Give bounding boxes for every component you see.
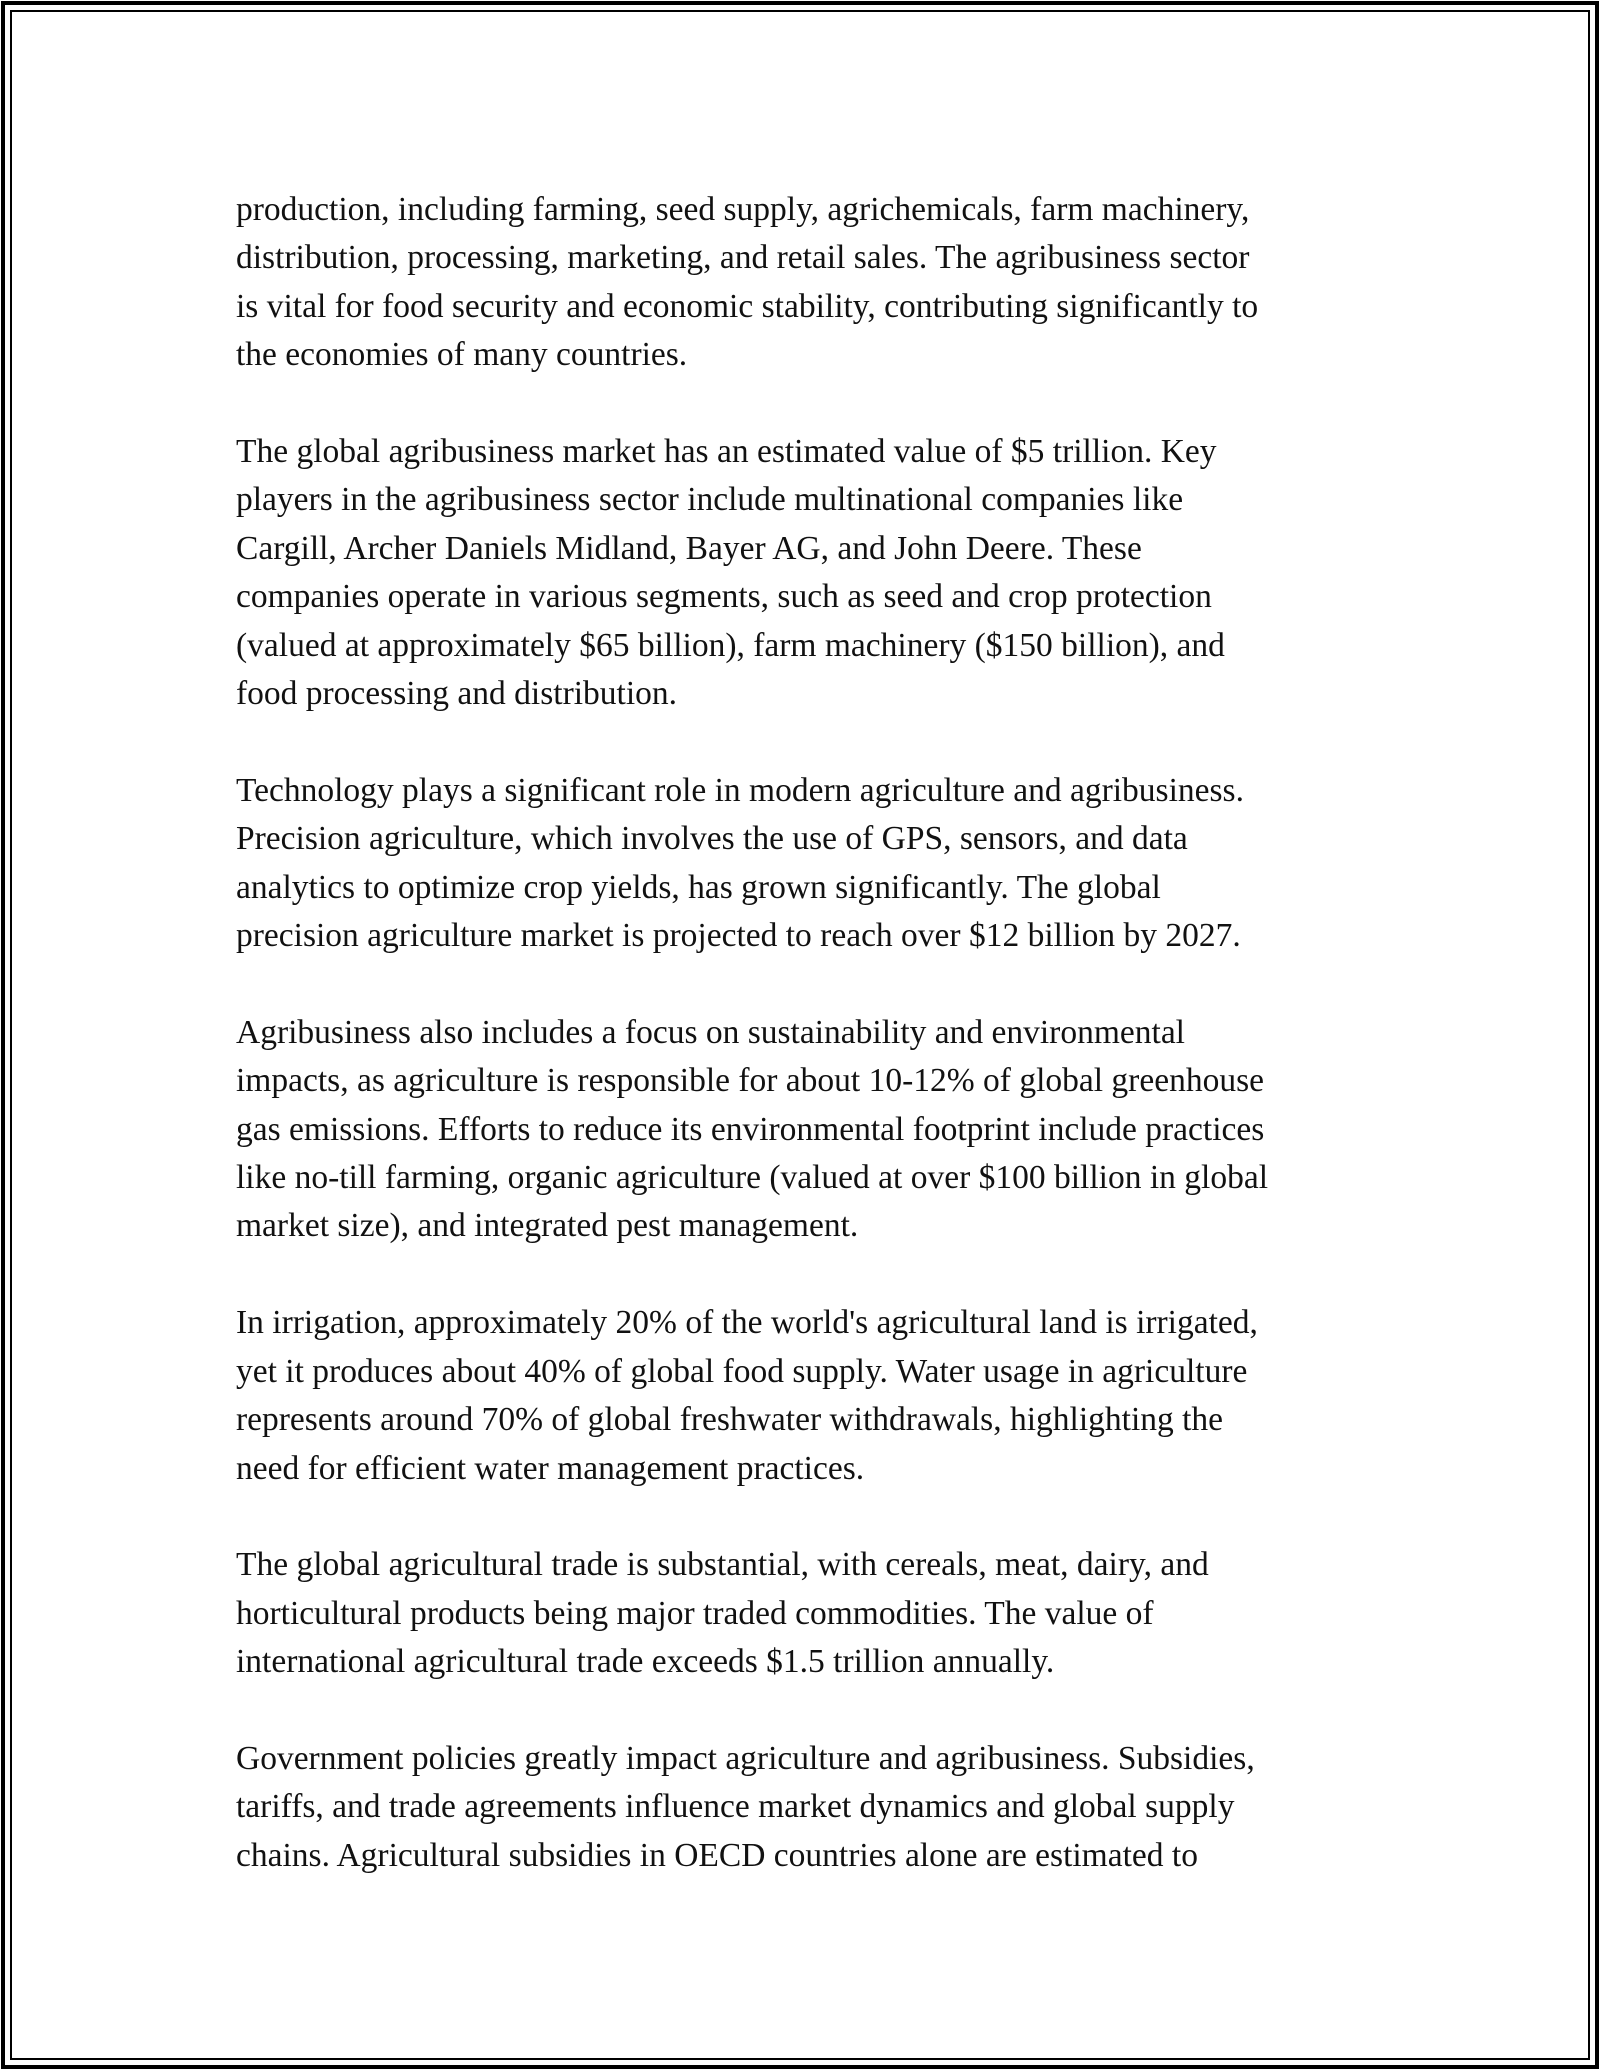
text-line: Government policies greatly impact agriculture and agribusiness. Subsidies,	[236, 1739, 1255, 1777]
document-body	[236, 186, 1376, 1929]
text-line: chains. Agricultural subsidies in OECD countries alone are estimated to	[236, 1836, 1198, 1874]
text-line: production, including farming, seed supply, agrichemicals, farm machinery,	[236, 191, 1250, 228]
text-line: the economies of many countries.	[236, 336, 688, 374]
text-line: is vital for food security and economic stability, contributing significantly to	[236, 287, 1259, 325]
text-line: Agribusiness also includes a focus on sustainability and environmental	[236, 1013, 1185, 1051]
text-line: tariffs, and trade agreements influence market dynamics and global supply	[236, 1788, 1235, 1826]
text-line: In irrigation, approximately 20% of the world's agricultural land is irrigated,	[236, 1304, 1258, 1342]
text-line: like no-till farming, organic agriculture (valued at over $100 billion in global	[236, 1159, 1269, 1197]
text-line: precision agriculture market is projected to reach over $12 billion by 2027.	[236, 917, 1241, 955]
text-line: horticultural products being major traded commodities. The value of	[236, 1594, 1154, 1632]
text-line: yet it produces about 40% of global food supply. Water usage in agriculture	[236, 1352, 1248, 1390]
text-line: represents around 70% of global freshwater withdrawals, highlighting the	[236, 1401, 1224, 1439]
paragraph-government-policies	[236, 1735, 1376, 1880]
text-line: The global agribusiness market has an estimated value of $5 trillion. Key	[236, 433, 1217, 471]
text-line: players in the agribusiness sector include multinational companies like	[236, 481, 1184, 519]
text-line: Cargill, Archer Daniels Midland, Bayer AG, and John Deere. These	[236, 529, 1142, 567]
text-line: distribution, processing, marketing, and retail sales. The agribusiness sector	[236, 239, 1250, 277]
text-line: Precision agriculture, which involves the use of GPS, sensors, and data	[236, 820, 1188, 858]
text-line: Technology plays a significant role in modern agriculture and agribusiness.	[236, 771, 1244, 809]
text-line: market size), and integrated pest management.	[236, 1207, 859, 1245]
text-line: (valued at approximately $65 billion), farm machinery ($150 billion), and	[236, 626, 1225, 664]
text-line: impacts, as agriculture is responsible for about 10-12% of global greenhouse	[236, 1062, 1264, 1100]
text-line: companies operate in various segments, such as seed and crop protection	[236, 578, 1212, 616]
text-line: analytics to optimize crop yields, has grown significantly. The global	[236, 868, 1161, 906]
paragraph-irrigation	[236, 1299, 1376, 1493]
text-line: international agricultural trade exceeds $1.5 trillion annually.	[236, 1643, 1055, 1681]
paragraph-trade	[236, 1541, 1376, 1686]
text-line: food processing and distribution.	[236, 675, 678, 713]
text-line: gas emissions. Efforts to reduce its environmental footprint include practices	[236, 1110, 1265, 1148]
text-line: The global agricultural trade is substantial, with cereals, meat, dairy, and	[236, 1546, 1209, 1584]
paragraph-agribusiness-scope	[236, 186, 1376, 380]
paragraph-market-value	[236, 428, 1376, 718]
paragraph-sustainability	[236, 1009, 1376, 1251]
text-line: need for efficient water management practices.	[236, 1449, 865, 1487]
paragraph-technology	[236, 767, 1376, 961]
